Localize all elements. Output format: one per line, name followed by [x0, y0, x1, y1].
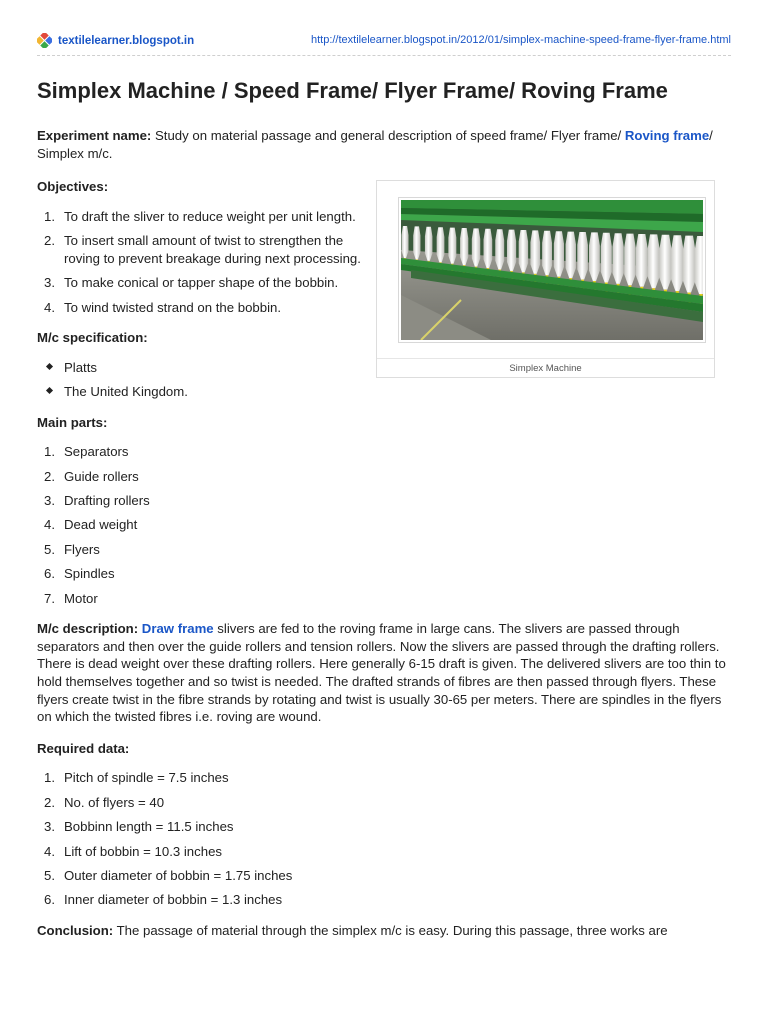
site-name-link[interactable]: textilelearner.blogspot.in	[58, 34, 195, 47]
main-parts-section	[37, 414, 731, 608]
experiment-text-after: / Simplex m/c.	[37, 128, 713, 161]
conclusion-text: The passage of material through the simplex m/c is easy. During this passage, three works are	[113, 922, 668, 938]
draw-frame-link[interactable]: Draw frame	[141, 621, 214, 637]
list-item: 2. Guide rollers	[44, 468, 139, 484]
required-data-list	[37, 769, 731, 909]
experiment-label: Experiment name:	[37, 128, 152, 143]
list-item: 3. Bobbinn length = 11.5 inches	[44, 819, 234, 835]
list-item: 7. Motor	[44, 590, 98, 606]
list-item: 5. Flyers	[44, 541, 100, 557]
page-title: Simplex Machine / Speed Frame/ Flyer Frame/ Roving Frame	[37, 78, 668, 103]
required-data-heading: Required data:	[37, 740, 130, 756]
specification-section	[37, 329, 731, 401]
specification-list	[37, 359, 731, 401]
list-item: 6. Inner diameter of bobbin = 1.3 inches	[44, 892, 283, 908]
list-item: 2. No. of flyers = 40	[44, 794, 165, 810]
main-parts-heading: Main parts:	[37, 414, 108, 430]
list-item: 5. Outer diameter of bobbin = 1.75 inches	[44, 867, 293, 883]
list-item: 3. To make conical or tapper shape of the bobbin.	[44, 275, 339, 291]
description-text: slivers are fed to the roving frame in large cans. The slivers are passed through separators and then over the guide rollers and tension rollers. Now the slivers are passed through the drafting rollers. There is dead weight over these drafting rollers. Here generally 6-15 draft is given. The delivered slivers are too thin to hold themselves together and so twist is needed. The drafted strands of fibres are then passed through flyers. These flyers create twist in the fibre strands by rotating and twist is usually 30-65 per meters. There are spindles in the flyers on which the twisted fibres i.e. roving are wound.	[37, 621, 726, 725]
objectives-list	[37, 208, 367, 316]
list-item: The United Kingdom.	[37, 383, 731, 401]
bullet-icon	[46, 387, 53, 394]
objectives-section	[37, 178, 731, 316]
list-item: 2. To insert small amount of twist to strengthen the roving to prevent breakage during next processing.	[44, 233, 361, 266]
list-item: 4. Dead weight	[44, 517, 138, 533]
list-item: Platts	[37, 359, 731, 377]
roving-frame-link[interactable]: Roving frame	[624, 128, 710, 143]
site-brand[interactable]	[37, 33, 194, 48]
objectives-heading: Objectives:	[37, 179, 109, 195]
header-divider	[37, 55, 731, 56]
list-item: 4. To wind twisted strand on the bobbin.	[44, 299, 281, 315]
article-body	[37, 127, 731, 940]
list-item: 1. Separators	[44, 444, 129, 460]
experiment-text: Study on material passage and general description of speed frame/ Flyer frame/	[151, 128, 625, 143]
specification-heading: M/c specification:	[37, 330, 148, 346]
list-item: 1. To draft the sliver to reduce weight per unit length.	[44, 208, 356, 224]
bullet-icon	[46, 363, 53, 370]
conclusion-paragraph	[37, 922, 731, 940]
conclusion-label: Conclusion:	[37, 922, 114, 938]
list-item: 1. Pitch of spindle = 7.5 inches	[44, 770, 229, 786]
main-parts-list	[37, 443, 731, 607]
page-header	[37, 32, 731, 56]
description-paragraph	[37, 620, 731, 726]
required-data-section	[37, 740, 731, 909]
figure-caption: Simplex Machine	[509, 363, 582, 374]
list-item: 6. Spindles	[44, 566, 115, 582]
list-item: 3. Drafting rollers	[44, 493, 150, 509]
description-label: M/c description:	[37, 621, 139, 637]
list-item: 4. Lift of bobbin = 10.3 inches	[44, 843, 222, 859]
site-logo-icon	[37, 33, 52, 48]
page-url-link[interactable]: http://textilelearner.blogspot.in/2012/01/simplex-machine-speed-frame-flyer-frame.html	[310, 34, 731, 46]
experiment-paragraph	[37, 127, 731, 162]
